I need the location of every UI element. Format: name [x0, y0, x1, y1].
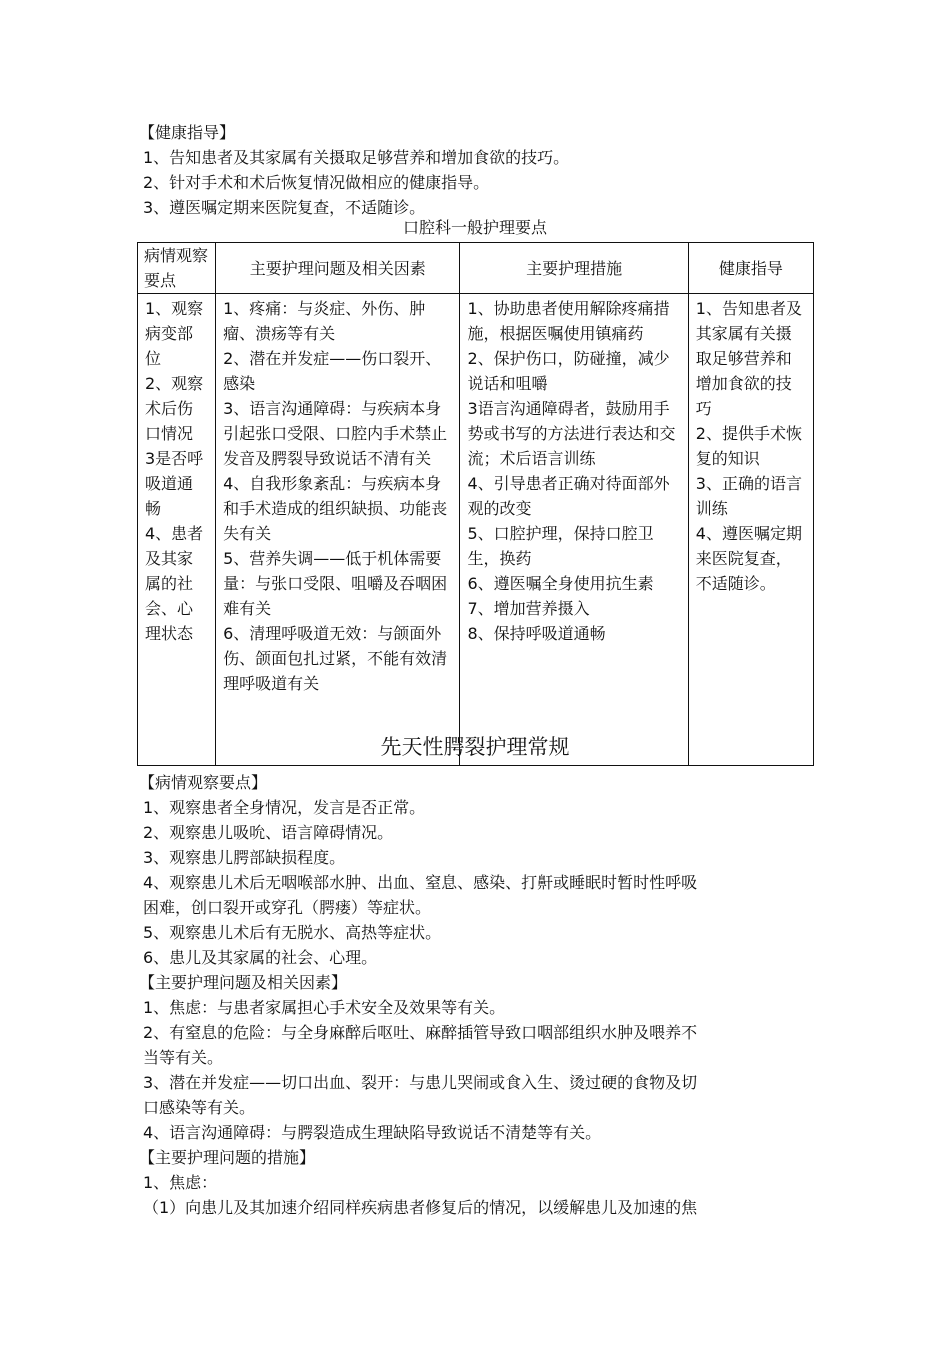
cell-item: 1、观察病变部位	[145, 299, 204, 368]
list-item: 4、语言沟通障碍：与腭裂造成生理缺陷导致说话不清楚等有关。	[143, 1123, 602, 1142]
table-header-cell: 主要护理措施	[460, 243, 688, 294]
cleft-palate-section	[139, 770, 783, 1220]
cell-item: 4、自我形象紊乱：与疾病本身和手术造成的组织缺损、功能丧失有关	[223, 474, 448, 543]
list-item: 2、有窒息的危险：与全身麻醉后呕吐、麻醉插管导致口咽部组织水肿及喂养不	[143, 1023, 698, 1042]
table-caption: 口腔科一般护理要点	[402, 218, 547, 237]
cell-item: 5、口腔护理，保持口腔卫生，换药	[467, 524, 654, 568]
list-item: 3、潜在并发症——切口出血、裂开：与患儿哭闹或食入生、烫过硬的食物及切	[143, 1073, 698, 1092]
list-item: （1）向患儿及其加速介绍同样疾病患者修复后的情况，以缓解患儿及加速的焦	[143, 1198, 698, 1217]
table-cell-observation	[138, 294, 216, 766]
table-header-cell: 主要护理问题及相关因素	[216, 243, 460, 294]
section-heading: 【健康指导】	[139, 123, 236, 142]
cell-item: 4、患者及其家属的社会、心理状态	[145, 524, 204, 643]
cell-item: 2、提供手术恢复的知识	[695, 424, 802, 468]
cell-item: 6、清理呼吸道无效：与颌面外伤、颌面包扎过紧，不能有效清理呼吸道有关	[223, 624, 448, 693]
cell-item: 3、正确的语言训练	[695, 474, 802, 518]
cell-item: 1、告知患者及其家属有关摄取足够营养和增加食欲的技巧	[695, 299, 802, 418]
list-item: 1、观察患者全身情况，发言是否正常。	[143, 798, 426, 817]
table-cell-measures	[460, 294, 688, 766]
list-item: 3、观察患儿腭部缺损程度。	[143, 848, 346, 867]
list-item: 3、遵医嘱定期来医院复查，不适随诊。	[143, 198, 426, 217]
table-row	[138, 294, 814, 766]
list-item: 6、患儿及其家属的社会、心理。	[143, 948, 378, 967]
list-item: 4、观察患儿术后无咽喉部水肿、出血、窒息、感染、打鼾或睡眠时暂时性呼吸	[143, 873, 698, 892]
table-header-cell: 健康指导	[688, 243, 813, 294]
nursing-points-table	[137, 242, 814, 766]
cell-item: 4、引导患者正确对待面部外观的改变	[467, 474, 670, 518]
cell-item: 3、语言沟通障碍：与疾病本身引起张口受限、口腔内手术禁止发音及腭裂导致说话不清有关	[223, 399, 448, 468]
cell-item: 3是否呼吸道通畅	[145, 449, 204, 518]
section-heading: 【主要护理问题的措施】	[139, 1148, 316, 1167]
list-item: 当等有关。	[143, 1048, 224, 1067]
cell-item: 7、增加营养摄入	[467, 599, 590, 618]
list-item: 困难，创口裂开或穿孔（腭瘘）等症状。	[143, 898, 432, 917]
cell-item: 1、协助患者使用解除疼痛措施，根据医嘱使用镇痛药	[467, 299, 670, 343]
list-item: 口感染等有关。	[143, 1098, 256, 1117]
cell-item: 2、观察术后伤口情况	[145, 374, 204, 443]
table-cell-guidance	[688, 294, 813, 766]
cell-item: 5、营养失调——低于机体需要量：与张口受限、咀嚼及吞咽困难有关	[223, 549, 448, 618]
section-heading: 【病情观察要点】	[139, 773, 268, 792]
cell-item: 2、潜在并发症——伤口裂开、感染	[223, 349, 442, 393]
cell-item: 2、保护伤口，防碰撞，减少说话和咀嚼	[467, 349, 670, 393]
list-item: 1、焦虑：与患者家属担心手术安全及效果等有关。	[143, 998, 506, 1017]
cell-item: 8、保持呼吸道通畅	[467, 624, 606, 643]
table-header-cell: 病情观察要点	[138, 243, 216, 294]
list-item: 2、针对手术和术后恢复情况做相应的健康指导。	[143, 173, 490, 192]
cell-item: 6、遵医嘱全身使用抗生素	[467, 574, 654, 593]
list-item: 5、观察患儿术后有无脱水、高热等症状。	[143, 923, 442, 942]
section-title: 先天性腭裂护理常规	[380, 735, 570, 759]
cell-item: 4、遵医嘱定期来医院复查，不适随诊。	[695, 524, 802, 593]
table-header-row	[138, 243, 814, 294]
cell-item: 3语言沟通障碍者，鼓励用手势或书写的方法进行表达和交流；术后语言训练	[467, 399, 676, 468]
section-heading: 【主要护理问题及相关因素】	[139, 973, 348, 992]
list-item: 1、告知患者及其家属有关摄取足够营养和增加食欲的技巧。	[143, 148, 570, 167]
list-item: 2、观察患儿吸吮、语言障碍情况。	[143, 823, 394, 842]
health-guidance-section	[139, 120, 783, 220]
list-item: 1、焦虑：	[143, 1173, 218, 1192]
table-cell-problems	[216, 294, 460, 766]
cell-item: 1、疼痛：与炎症、外伤、肿瘤、溃疡等有关	[223, 299, 426, 343]
